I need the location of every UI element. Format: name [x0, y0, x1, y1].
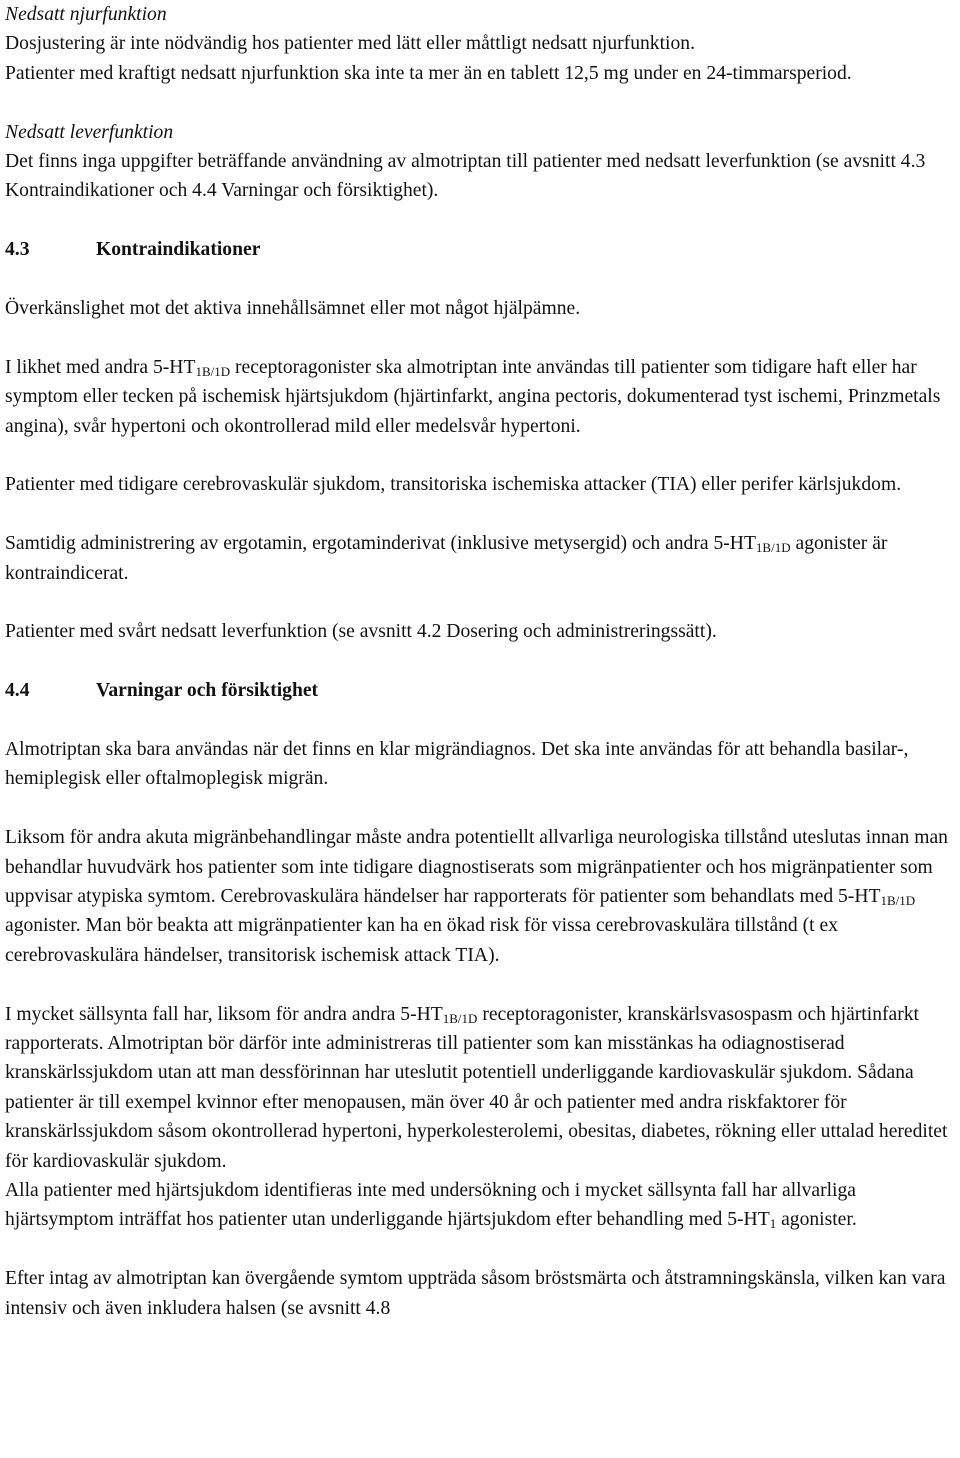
contraindication-paragraph-1: Överkänslighet mot det aktiva innehållsämnet eller mot något hjälpämne.: [5, 298, 581, 320]
warning-paragraph-3: I mycket sällsynta fall har, liksom för andra andra $5-HT_{1B/1D}$ receptoragonister, kranskärlsvasospasm och hjärtinfarkt rapporterats. Almotriptan bör därför inte administreras till patienter som kan misstänkas ha odiagnostiserad kranskärlssjukdom utan att man dessförinnan har uteslutit potentiell underliggande kardiovaskulär sjukdom. Sådana patienter är till exempel kvinnor efter menopausen, män över 40 år och patienter med andra riskfaktorer för kranskärlssjukdom såsom okontrollerad hypertoni, hyperkolesterolemi, obesitas, diabetes, rökning eller uttalad hereditet för kardiovaskulär sjukdom.: [5, 1003, 948, 1172]
contraindication-paragraph-3: Patienter med tidigare cerebrovaskulär sjukdom, transitoriska ischemiska attacker (TIA) eller perifer kärlsjukdom.: [5, 474, 902, 496]
hepatic-paragraph: Det finns inga uppgifter beträffande användning av almotriptan till patienter med nedsatt leverfunktion (se avsnitt 4.3 Kontraindikationer och 4.4 Varningar och försiktighet).: [5, 151, 926, 202]
renal-paragraph-1: Dosjustering är inte nödvändig hos patienter med lätt eller måttligt nedsatt njurfunktion.: [5, 33, 695, 55]
section-4-3-heading: [5, 235, 960, 264]
section-4-4-heading: [5, 676, 960, 705]
warning-paragraph-4: Alla patienter med hjärtsjukdom identifieras inte med undersökning och i mycket sällsynta fall har allvarliga hjärtsymptom inträffat hos patienter utan underliggande hjärtsjukdom efter behandling med $5-HT_1$ agonister.: [5, 1180, 857, 1232]
renal-paragraph-2: Patienter med kraftigt nedsatt njurfunktion ska inte ta mer än en tablett 12,5 mg under en 24-timmarsperiod.: [5, 62, 852, 84]
warning-paragraph-5: Efter intag av almotriptan kan övergående symtom uppträda såsom bröstsmärta och åtstramningskänsla, vilken kan vara intensiv och även inkludera halsen (se avsnitt 4.8: [5, 1268, 946, 1319]
section-4-4-title: Varningar och försiktighet: [96, 680, 319, 702]
section-4-3-number: 4.3: [5, 239, 30, 261]
document-page: [5, 0, 960, 1323]
warning-paragraph-1: Almotriptan ska bara användas när det finns en klar migrändiagnos. Det ska inte användas för att behandla basilar-, hemiplegisk eller oftalmoplegisk migrän.: [5, 739, 909, 790]
warning-paragraph-2: Liksom för andra akuta migränbehandlingar måste andra potentiellt allvarliga neurologiska tillstånd uteslutas innan man behandlar huvudvärk hos patienter som inte tidigare diagnostiserats som migränpatienter och hos migränpatienter som uppvisar atypiska symtom. Cerebrovaskulära händelser har rapporterats för patienter som behandlats med $5-HT_{1B/1D}$ agonister. Man bör beakta att migränpatienter kan ha en ökad risk för vissa cerebrovaskulära tillstånd (t ex cerebrovaskulära händelser, transitorisk ischemisk attack TIA).: [5, 827, 948, 966]
contraindication-paragraph-4: Samtidig administrering av ergotamin, ergotaminderivat (inklusive metysergid) och andra $5-HT_{1B/1D}$ agonister är kontraindicerat.: [5, 533, 888, 584]
section-4-3-title: Kontraindikationer: [96, 239, 261, 261]
contraindication-paragraph-5: Patienter med svårt nedsatt leverfunktion (se avsnitt 4.2 Dosering och administreringssätt).: [5, 621, 717, 643]
renal-impairment-heading: Nedsatt njurfunktion: [5, 4, 167, 25]
contraindication-paragraph-2: I likhet med andra $5-HT_{1B/1D}$ receptoragonister ska almotriptan inte användas till patienter som tidigare haft eller har symptom eller tecken på ischemisk hjärtsjukdom (hjärtinfarkt, angina pectoris, dokumenterad tyst ischemi, Prinzmetals angina), svår hypertoni och okontrollerad mild eller medelsvår hypertoni.: [5, 356, 941, 437]
section-4-4-number: 4.4: [5, 680, 30, 702]
hepatic-impairment-heading: Nedsatt leverfunktion: [5, 121, 174, 143]
